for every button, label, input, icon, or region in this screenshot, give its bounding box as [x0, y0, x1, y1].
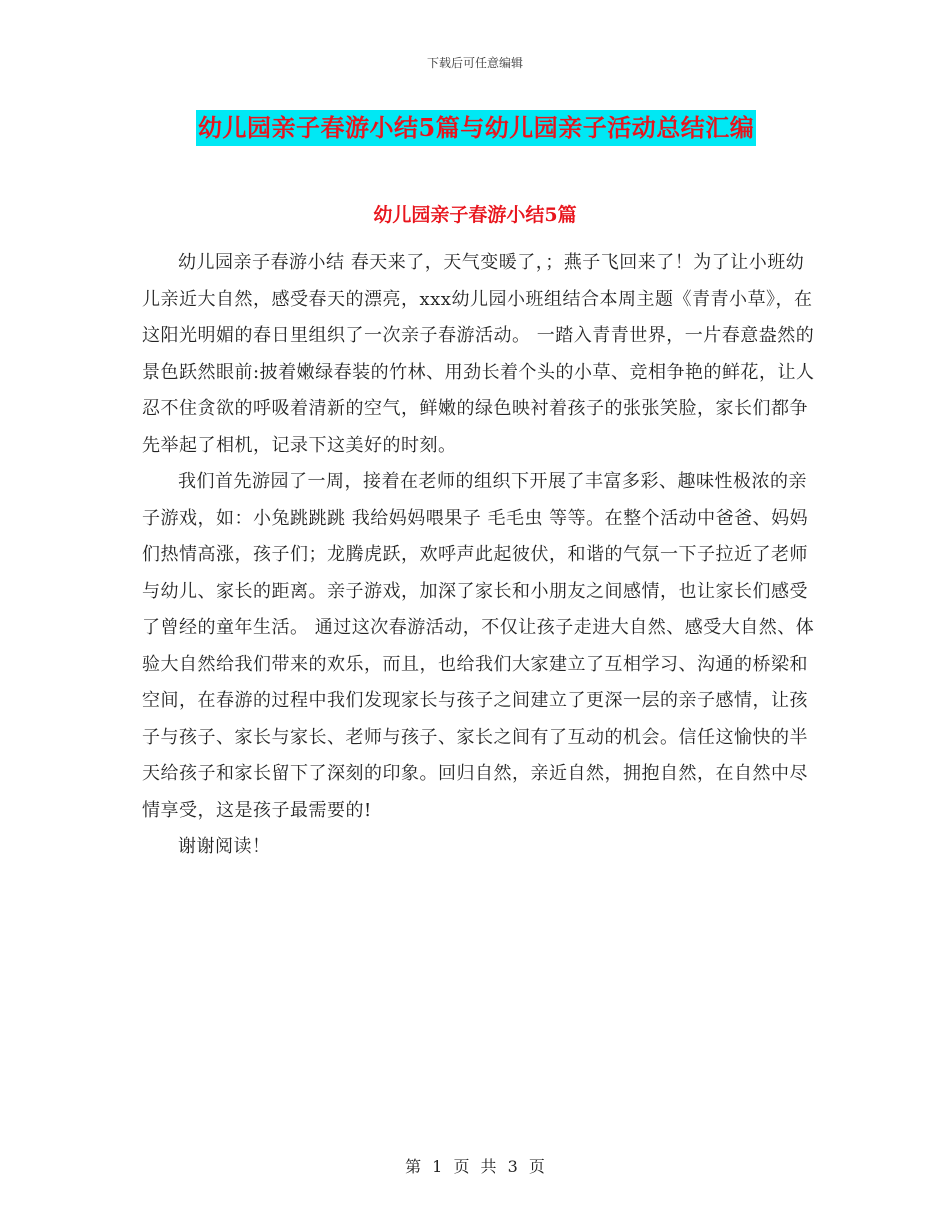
document-title: 幼儿园亲子春游小结5篇与幼儿园亲子活动总结汇编 [196, 110, 756, 146]
paragraph-2: 我们首先游园了一周，接着在老师的组织下开展了丰富多彩、趣味性极浓的亲子游戏，如：小兔跳跳跳 我给妈妈喂果子 毛毛虫 等等。在整个活动中爸爸、妈妈们热情高涨，孩子们；龙腾虎跃，欢呼声此起彼伏，和谐的气氛一下子拉近了老师与幼儿、家长的距离。亲子游戏，加深了家长和小朋友之间感情，也让家长们感受了曾经的童年生活。 通过这次春游活动，不仅让孩子走进大自然、感受大自然、体验大自然给我们带来的欢乐，而且，也给我们大家建立了互相学习、沟通的桥梁和空间，在春游的过程中我们发现家长与孩子之间建立了更深一层的亲子感情，让孩子与孩子、家长与家长、老师与孩子、家长之间有了互动的机会。信任这愉快的半天给孩子和家长留下了深刻的印象。回归自然，亲近自然，拥抱自然，在自然中尽情享受，这是孩子最需要的! [142, 471, 815, 821]
body-text [142, 245, 822, 866]
page-number-footer: 第 1 页 共 3 页 [405, 1157, 545, 1176]
section-title: 幼儿园亲子春游小结5篇 [373, 204, 577, 226]
paragraph-3: 谢谢阅读！ [178, 836, 271, 857]
header-note: 下载后可任意编辑 [426, 56, 523, 70]
paragraph-1: 幼儿园亲子春游小结 春天来了，天气变暖了，；燕子飞回来了！为了让小班幼儿亲近大自然，感受春天的漂亮，xxx幼儿园小班组结合本周主题《青青小草》，在这阳光明媚的春日里组织了一次亲子春游活动。 一踏入青青世界，一片春意盎然的景色跃然眼前:披着嫩绿春装的竹林、用劲长着个头的小草、竞相争艳的鲜花，让人忍不住贪欲的呼吸着清新的空气，鲜嫩的绿色映衬着孩子的张张笑脸，家长们都争先举起了相机，记录下这美好的时刻。 [142, 252, 815, 456]
